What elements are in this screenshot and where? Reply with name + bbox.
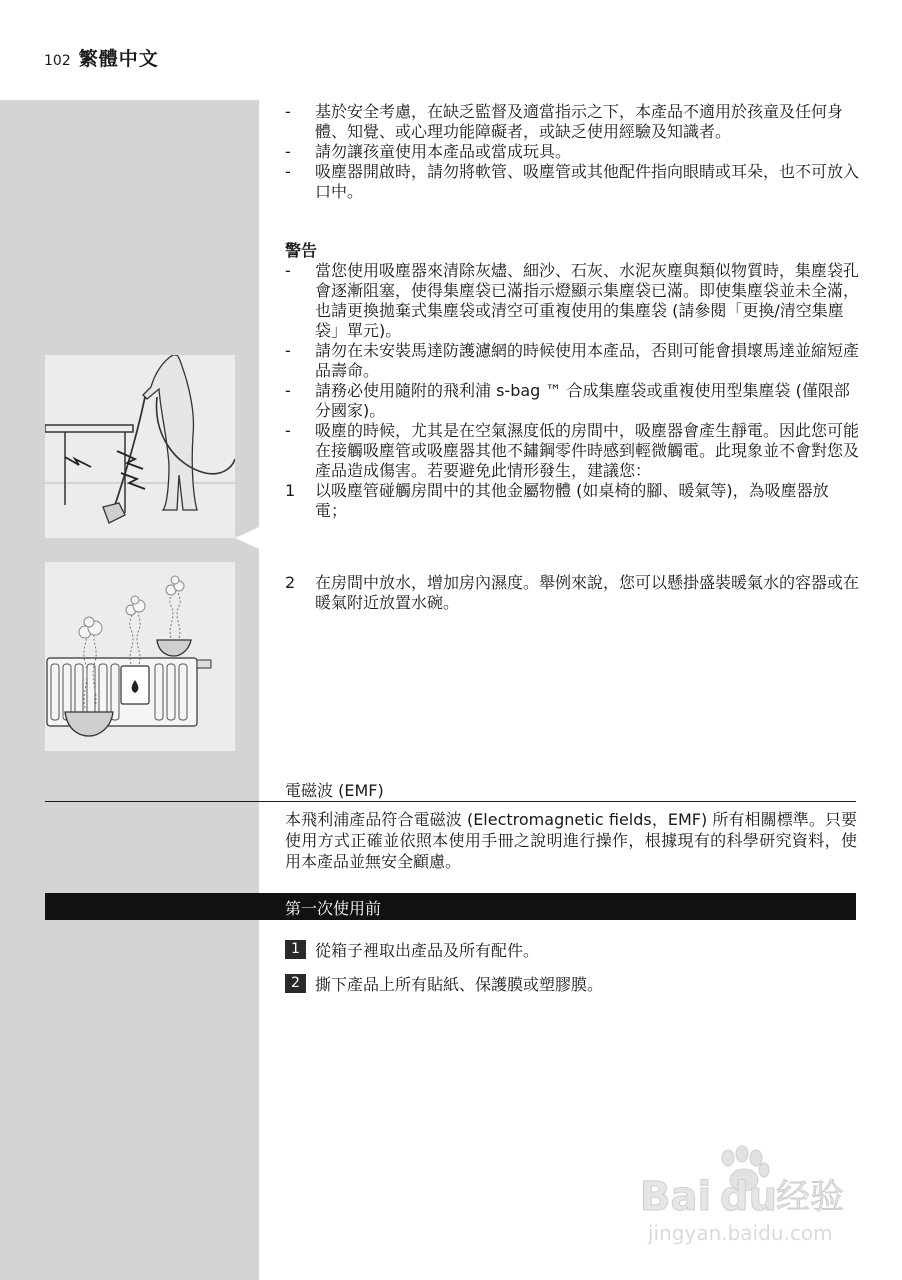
warning-section <box>285 241 860 521</box>
radiator-bowl-icon <box>45 562 235 751</box>
emf-heading: 電磁波 (EMF) <box>285 781 384 800</box>
step-item <box>285 938 539 961</box>
list-item: - 吸塵的時候，尤其是在空氣濕度低的房間中，吸塵器會產生靜電。因此您可能在接觸吸塵管或吸塵器其他不鏽鋼零件時感到輕微觸電。此現象並不會對您及產品造成傷害。若要避免此情形發生，建議您： <box>285 421 860 480</box>
list-item: - 請勿在未安裝馬達防護濾網的時候使用本產品，否則可能會損壞馬達並縮短產品壽命。 <box>285 341 860 380</box>
step-text: 從箱子裡取出產品及所有配件。 <box>315 941 540 960</box>
watermark-tagline: 经验 <box>776 1177 844 1217</box>
radiator-humidity-illustration <box>45 562 235 751</box>
emf-paragraph: 本飛利浦產品符合電磁波 (Electromagnetic fields，EMF) 所有相關標準。只要使用方式正確並依照本使用手冊之說明進行操作，根據現有的科學研究資料，使用本產品並無安全顧慮。 <box>285 810 857 871</box>
vacuum-user-icon <box>45 355 235 538</box>
before-first-use-heading: 第一次使用前 <box>285 899 382 918</box>
page-header <box>44 44 159 71</box>
list-item: - 基於安全考慮，在缺乏監督及適當指示之下，本產品不適用於孩童及任何身體、知覺、或心理功能障礙者，或缺乏使用經驗及知識者。 <box>285 102 844 141</box>
language-title: 繁體中文 <box>78 48 159 70</box>
list-item: - 當您使用吸塵器來清除灰燼、細沙、石灰、水泥灰塵與類似物質時，集塵袋孔會逐漸阻塞，使得集塵袋已滿指示燈顯示集塵袋已滿。即使集塵袋並未全滿，也請更換拋棄式集塵袋或清空可重複使用的集塵袋 (請參閱「更換/清空集塵袋」單元)。 <box>285 261 860 340</box>
numbered-item: 1 以吸塵管碰觸房間中的其他金屬物體 (如桌椅的腳、暖氣等)，為吸塵器放電； <box>285 481 829 520</box>
page-number: 102 <box>44 53 71 69</box>
baidu-watermark <box>640 1140 860 1250</box>
baidu-paw-logo-icon <box>640 1140 860 1250</box>
list-item: - 請務必使用隨附的飛利浦 s-bag ™ 合成集塵袋或重複使用型集塵袋 (僅限部分國家)。 <box>285 381 850 420</box>
watermark-url: jingyan.baidu.com <box>648 1221 833 1245</box>
step-text: 撕下產品上所有貼紙、保護膜或塑膠膜。 <box>315 975 604 994</box>
warning-last-item <box>285 573 860 613</box>
callout-notch <box>235 527 259 549</box>
list-item: - 請勿讓孩童使用本產品或當成玩具。 <box>285 142 572 161</box>
numbered-item: 2 在房間中放水，增加房內濕度。舉例來說，您可以懸掛盛裝暖氣水的容器或在暖氣附近放置水碗。 <box>285 573 860 612</box>
list-item: - 吸塵器開啟時，請勿將軟管、吸塵管或其他配件指向眼睛或耳朵，也不可放入口中。 <box>285 162 860 201</box>
step-number: 2 <box>285 974 306 993</box>
watermark-brand-left: Bai <box>640 1174 712 1220</box>
watermark-brand-right: du <box>720 1174 778 1220</box>
safety-intro-list <box>285 102 860 202</box>
warning-heading: 警告 <box>285 241 318 260</box>
step-number: 1 <box>285 940 306 959</box>
vacuum-static-illustration <box>45 355 235 538</box>
step-item <box>285 972 603 995</box>
section-header-bar <box>45 893 856 920</box>
section-divider <box>45 801 856 802</box>
